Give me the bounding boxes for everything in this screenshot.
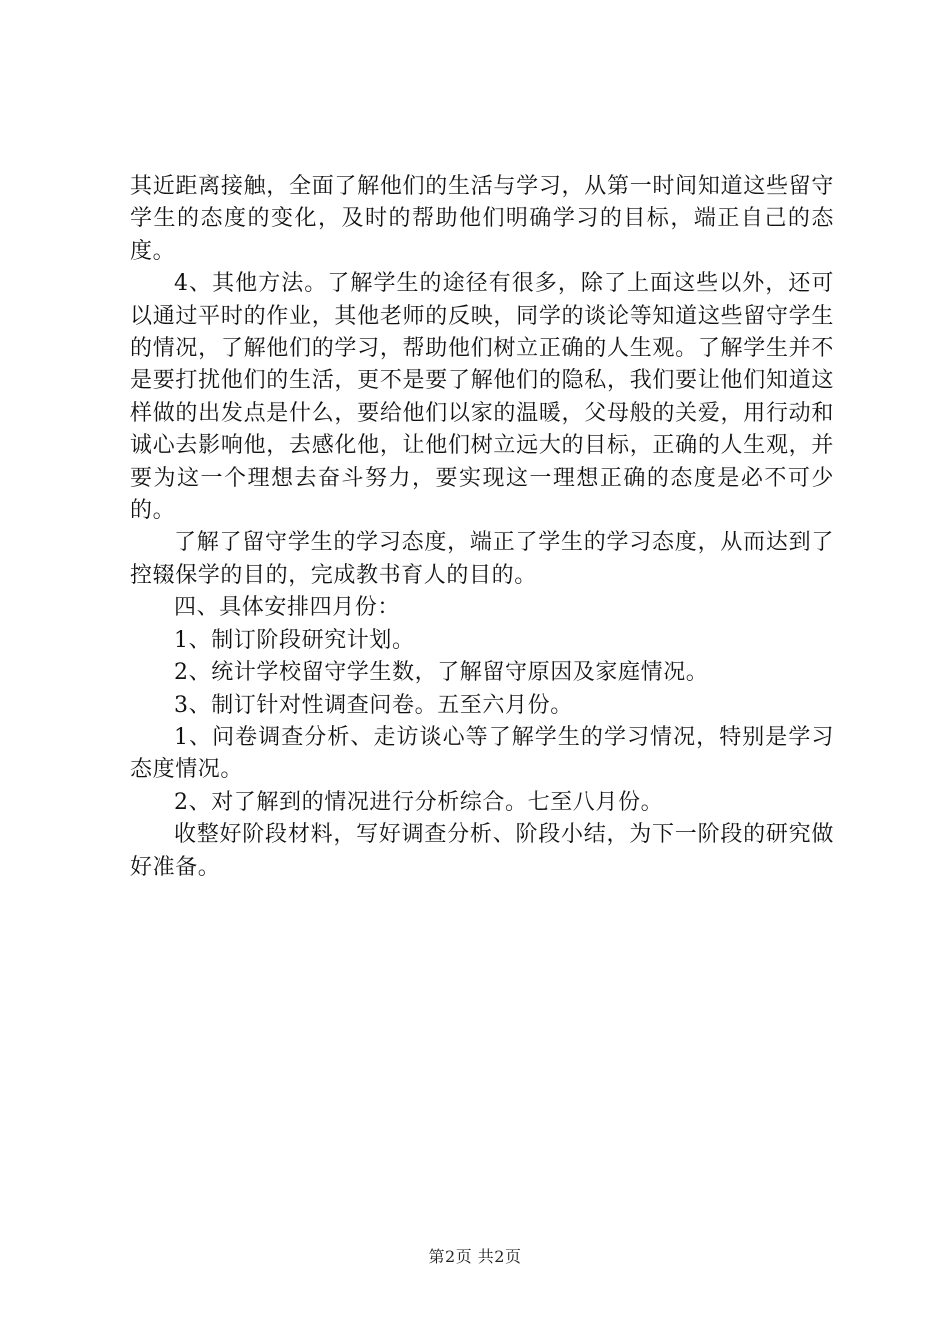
page-footer: 第2页 共2页 xyxy=(428,1247,522,1266)
list-item: 1、制订阶段研究计划。 xyxy=(174,627,415,653)
paragraph-3: 了解了留守学生的学习态度，端正了学生的学习态度，从而达到了控辍保学的目的，完成教书育人的目的。 xyxy=(130,530,834,588)
list-item: 2、统计学校留守学生数，了解留守原因及家庭情况。 xyxy=(174,660,709,686)
list-item: 1、问卷调查分析、走访谈心等了解学生的学习情况，特别是学习态度情况。 xyxy=(130,724,834,783)
list-item: 2、对了解到的情况进行分析综合。七至八月份。 xyxy=(174,789,664,815)
document-body xyxy=(130,171,834,884)
section-heading: 四、具体安排四月份： xyxy=(174,595,401,621)
paragraph-2: 4、其他方法。了解学生的途径有很多，除了上面这些以外，还可以通过平时的作业，其他老师的反映，同学的谈论等知道这些留守学生的情况，了解他们的学习，帮助他们树立正确的人生观。了解学生并不是要打扰他们的生活，更不是要了解他们的隐私，我们要让他们知道这样做的出发点是什么，要给他们以家的温暖，父母般的关爱，用行动和诚心去影响他，去感化他，让他们树立远大的目标，正确的人生观，并要为这一个理想去奋斗努力，要实现这一理想正确的态度是必不可少的。 xyxy=(130,271,834,524)
paragraph-1: 其近距离接触，全面了解他们的生活与学习，从第一时间知道这些留守学生的态度的变化，及时的帮助他们明确学习的目标，端正自己的态度。 xyxy=(130,174,834,264)
list-item: 3、制订针对性调查问卷。五至六月份。 xyxy=(174,692,573,718)
paragraph-closing: 收整好阶段材料，写好调查分析、阶段小结，为下一阶段的研究做好准备。 xyxy=(130,822,834,880)
